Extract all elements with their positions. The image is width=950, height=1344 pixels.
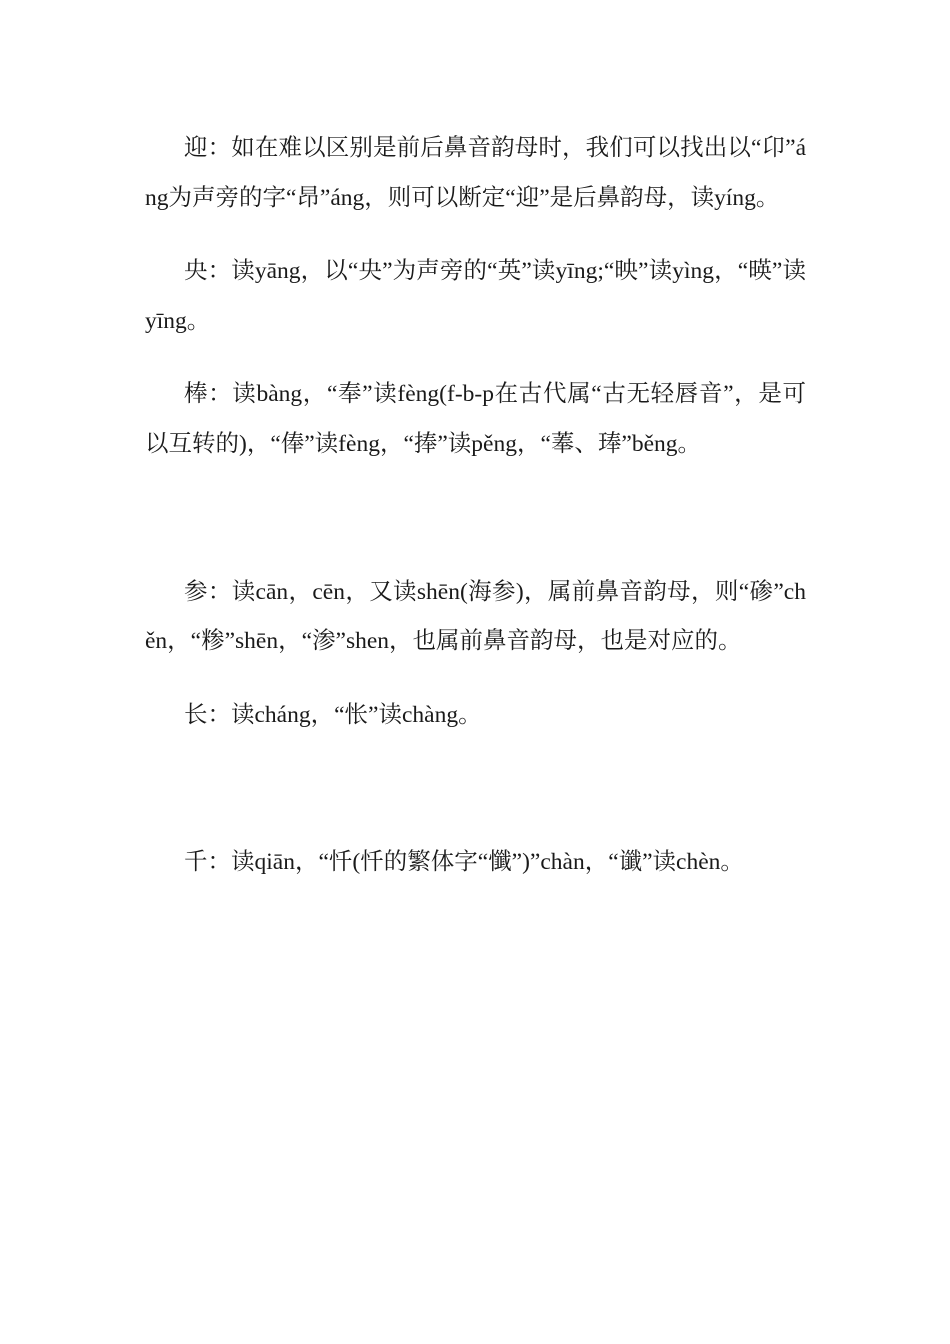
paragraph-chang: 长：读cháng，“怅”读chàng。 <box>184 701 482 728</box>
document-body <box>145 124 806 888</box>
paragraph-bang: 棒：读bàng，“奉”读fèng(f-b-p在古代属“古无轻唇音”，是可以互转的)，“俸”读fèng，“捧”读pěng，“菶、琫”běng。 <box>145 381 806 457</box>
paragraph-yang: 央：读yāng，以“央”为声旁的“英”读yīng;“映”读yìng，“暎”读yīng。 <box>145 258 806 334</box>
paragraph-can: 参：读cān，cēn，又读shēn(海参)，属前鼻音韵母，则“碜”chěn，“糁”shēn，“渗”shen，也属前鼻音韵母，也是对应的。 <box>145 578 806 655</box>
paragraph-ying: 迎：如在难以区别是前后鼻音韵母时，我们可以找出以“卬”áng为声旁的字“昂”áng，则可以断定“迎”是后鼻韵母，读yíng。 <box>145 135 806 211</box>
paragraph-qian: 千：读qiān，“忏(忏的繁体字“懺”)”chàn，“谶”读chèn。 <box>184 849 744 876</box>
